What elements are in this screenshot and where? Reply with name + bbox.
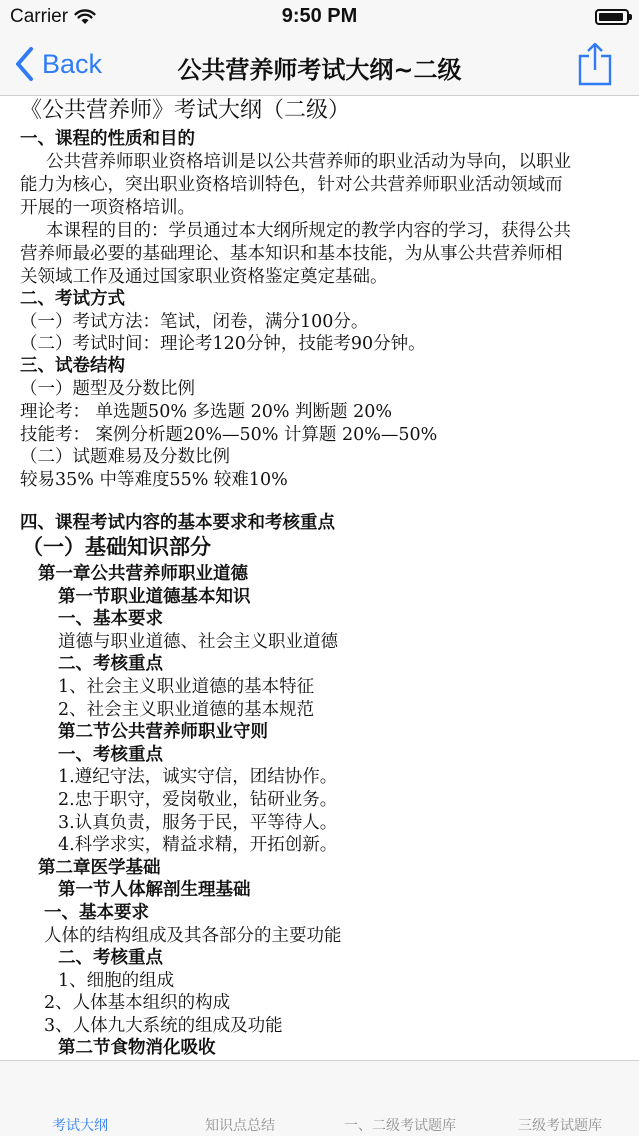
paragraph-line: 营养师最必要的基础理论、基本知识和基本技能，为从事公共营养师相 xyxy=(20,244,563,264)
tab-level-1-2-question-bank[interactable]: 一、二级考试题库 xyxy=(344,1118,456,1134)
carrier-label: Carrier xyxy=(10,6,69,27)
subsection-heading: 二、考核重点 xyxy=(58,948,163,968)
tab-level-3-question-bank[interactable]: 三级考试题库 xyxy=(518,1118,602,1134)
section-heading: 一、课程的性质和目的 xyxy=(20,129,195,149)
paragraph-line: 能力为核心，突出职业资格培训特色，针对公共营养师职业活动领域而 xyxy=(20,175,563,195)
paragraph-line: 技能考： 案例分析题20%—50% 计算题 20%—50% xyxy=(20,425,438,445)
subsection-heading: 二、考核重点 xyxy=(58,654,163,674)
section-heading: 第二节食物消化吸收 xyxy=(58,1038,216,1058)
paragraph-line: 道德与职业道德、社会主义职业道德 xyxy=(58,632,338,652)
paragraph-line: （二）试题难易及分数比例 xyxy=(20,447,230,467)
share-icon[interactable] xyxy=(577,40,613,88)
list-item: 2、人体基本组织的构成 xyxy=(44,993,231,1013)
list-item: 2、社会主义职业道德的基本规范 xyxy=(58,700,315,720)
paragraph-line: 关领域工作及通过国家职业资格鉴定奠定基础。 xyxy=(20,267,388,287)
chapter-heading: 第二章医学基础 xyxy=(38,858,161,878)
chapter-heading: 第一章公共营养师职业道德 xyxy=(38,564,248,584)
paragraph-line: （二）考试时间：理论考120分钟，技能考90分钟。 xyxy=(20,334,426,354)
tab-exam-syllabus[interactable]: 考试大纲 xyxy=(52,1118,108,1134)
list-item: 1、社会主义职业道德的基本特征 xyxy=(58,677,315,697)
section-heading: 三、试卷结构 xyxy=(20,356,125,376)
syllabus-content[interactable] xyxy=(0,96,639,1060)
back-label: Back xyxy=(42,48,103,79)
paragraph-line: 开展的一项资格培训。 xyxy=(20,198,195,218)
paragraph-line: 本课程的目的：学员通过本大纲所规定的教学内容的学习，获得公共 xyxy=(46,221,571,241)
page-title: 公共营养师考试大纲~二级 xyxy=(177,56,462,84)
subsection-heading: 一、基本要求 xyxy=(58,609,163,629)
list-item: 1、细胞的组成 xyxy=(58,971,175,991)
document-title: 《公共营养师》考试大纲（二级） xyxy=(20,98,351,123)
battery-icon xyxy=(595,9,629,25)
paragraph-line: （一）考试方法：笔试，闭卷，满分100分。 xyxy=(20,312,369,332)
list-item: 4.科学求实，精益求精，开拓创新。 xyxy=(58,835,338,855)
section-heading: 第一节职业道德基本知识 xyxy=(58,587,251,607)
chevron-left-icon xyxy=(14,46,36,82)
paragraph-line: 人体的结构组成及其各部分的主要功能 xyxy=(44,926,342,946)
section-heading: 二、考试方式 xyxy=(20,289,125,309)
section-heading: 四、课程考试内容的基本要求和考核重点 xyxy=(20,513,335,533)
list-item: 3.认真负责，服务于民，平等待人。 xyxy=(58,813,338,833)
tab-knowledge-summary[interactable]: 知识点总结 xyxy=(205,1118,275,1134)
paragraph-line: 较易35% 中等难度55% 较难10% xyxy=(20,470,288,490)
subsection-heading: 一、考核重点 xyxy=(58,745,163,765)
paragraph-line: 理论考： 单选题50% 多选题 20% 判断题 20% xyxy=(20,402,393,422)
back-button[interactable] xyxy=(14,46,102,82)
section-heading: 第一节人体解剖生理基础 xyxy=(58,880,251,900)
section-heading: 第二节公共营养师职业守则 xyxy=(58,722,268,742)
paragraph-line: （一）题型及分数比例 xyxy=(20,379,195,399)
list-item: 3、人体九大系统的组成及功能 xyxy=(44,1016,283,1036)
status-bar xyxy=(0,0,639,36)
part-heading: （一）基础知识部分 xyxy=(22,535,211,559)
subsection-heading: 一、基本要求 xyxy=(44,903,149,923)
list-item: 2.忠于职守，爱岗敬业，钻研业务。 xyxy=(58,790,338,810)
status-time: 9:50 PM xyxy=(281,5,358,27)
list-item: 1.遵纪守法，诚实守信，团结协作。 xyxy=(58,767,338,787)
tab-bar xyxy=(0,1060,639,1136)
paragraph-line: 公共营养师职业资格培训是以公共营养师的职业活动为导向，以职业 xyxy=(46,152,571,172)
navigation-bar xyxy=(0,36,639,96)
